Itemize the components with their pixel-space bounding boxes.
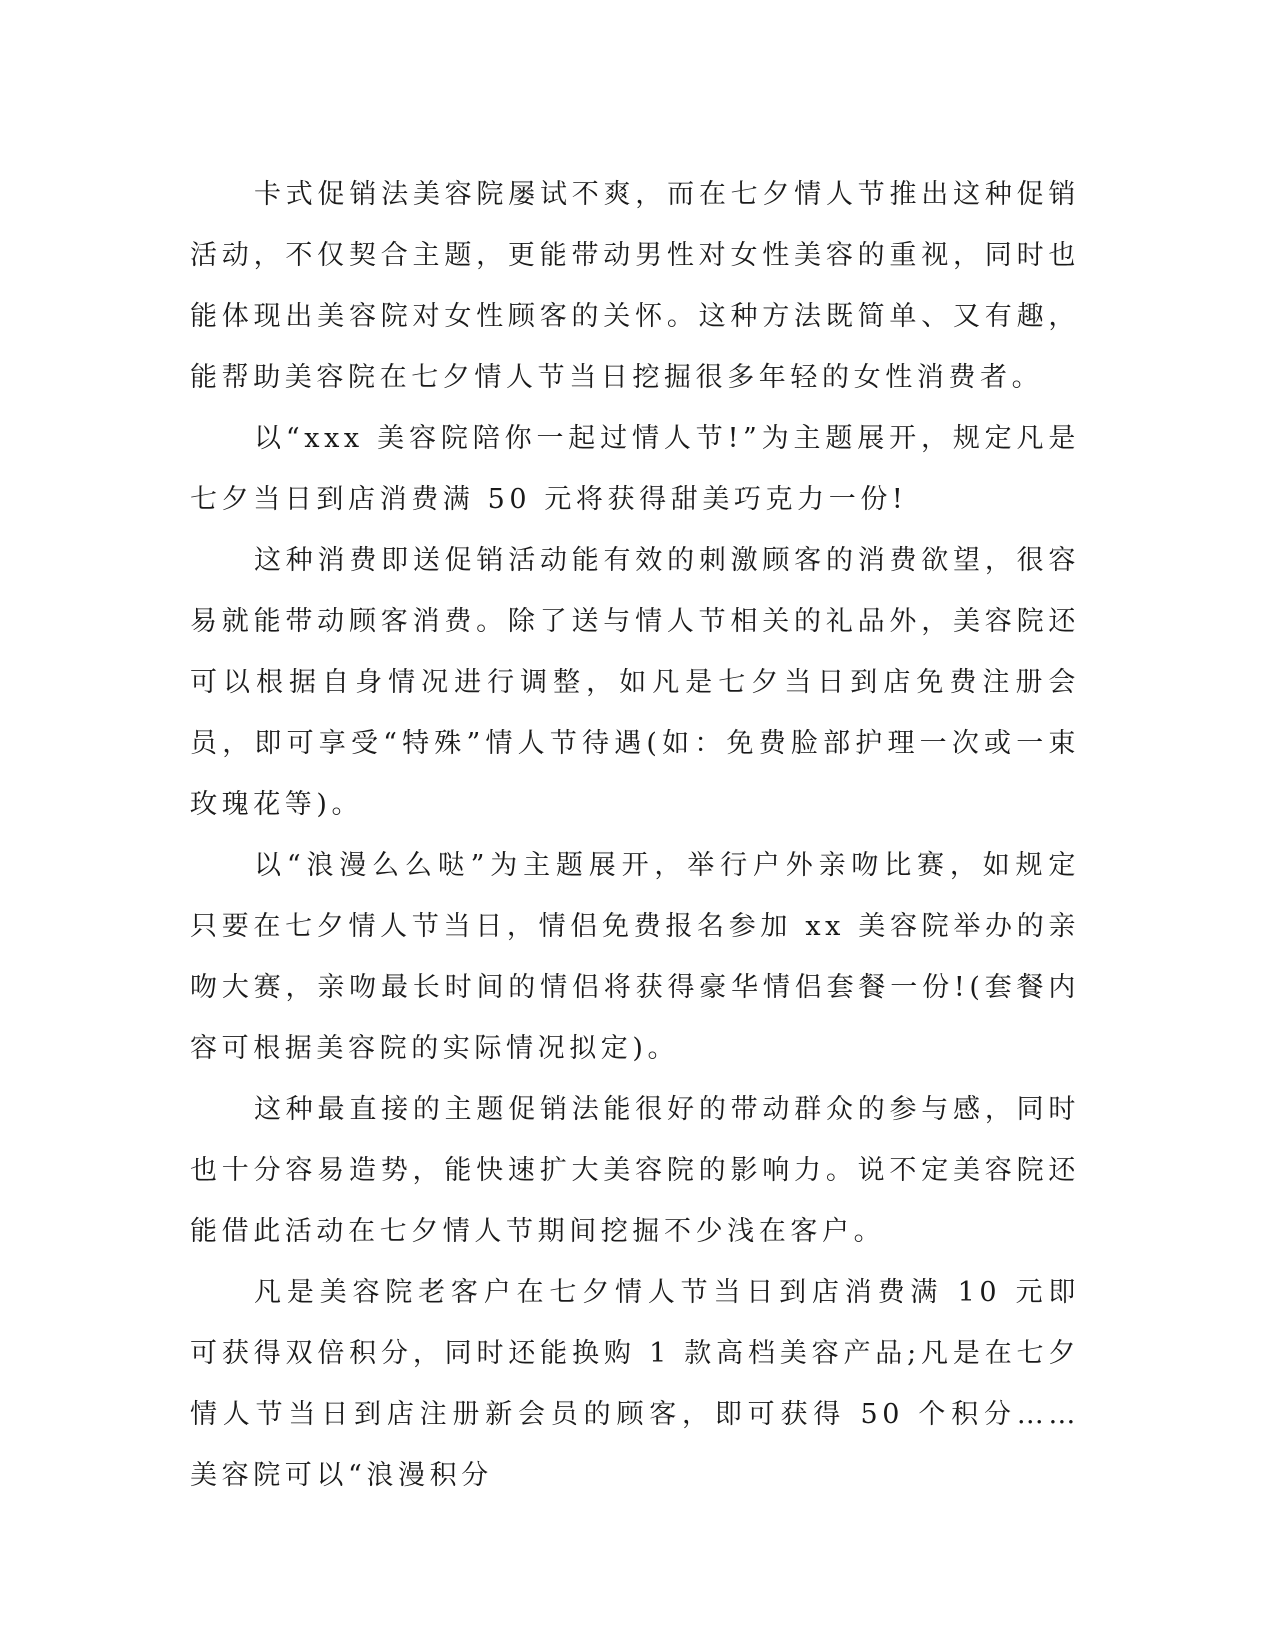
document-body — [190, 164, 1080, 1506]
paragraph-gift-promotion: 这种消费即送促销活动能有效的刺激顾客的消费欲望，很容易就能带动顾客消费。除了送与情人节相关的礼品外，美容院还可以根据自身情况进行调整，如凡是七夕当日到店免费注册会员，即可享受“特殊”情人节待遇(如：免费脸部护理一次或一束玫瑰花等)。 — [190, 545, 1080, 820]
paragraph-card-promotion: 卡式促销法美容院屡试不爽，而在七夕情人节推出这种促销活动，不仅契合主题，更能带动男性对女性美容的重视，同时也能体现出美容院对女性顾客的关怀。这种方法既简单、又有趣，能帮助美容院在七夕情人节当日挖掘很多年轻的女性消费者。 — [190, 179, 1080, 393]
paragraph-theme-promotion: 这种最直接的主题促销法能很好的带动群众的参与感，同时也十分容易造势，能快速扩大美容院的影响力。说不定美容院还能借此活动在七夕情人节期间挖掘不少浅在客户。 — [190, 1094, 1080, 1247]
paragraph-chocolate-theme: 以“xxx 美容院陪你一起过情人节!”为主题展开，规定凡是七夕当日到店消费满 50 元将获得甜美巧克力一份! — [190, 423, 1080, 515]
paragraph-points-promotion: 凡是美容院老客户在七夕情人节当日到店消费满 10 元即可获得双倍积分，同时还能换购 1 款高档美容产品;凡是在七夕情人节当日到店注册新会员的顾客，即可获得 50 个积分……美容院可以“浪漫积分 — [190, 1277, 1080, 1491]
paragraph-kiss-contest: 以“浪漫么么哒”为主题展开，举行户外亲吻比赛，如规定只要在七夕情人节当日，情侣免费报名参加 xx 美容院举办的亲吻大赛，亲吻最长时间的情侣将获得豪华情侣套餐一份!(套餐内容可根据美容院的实际情况拟定)。 — [190, 850, 1080, 1064]
